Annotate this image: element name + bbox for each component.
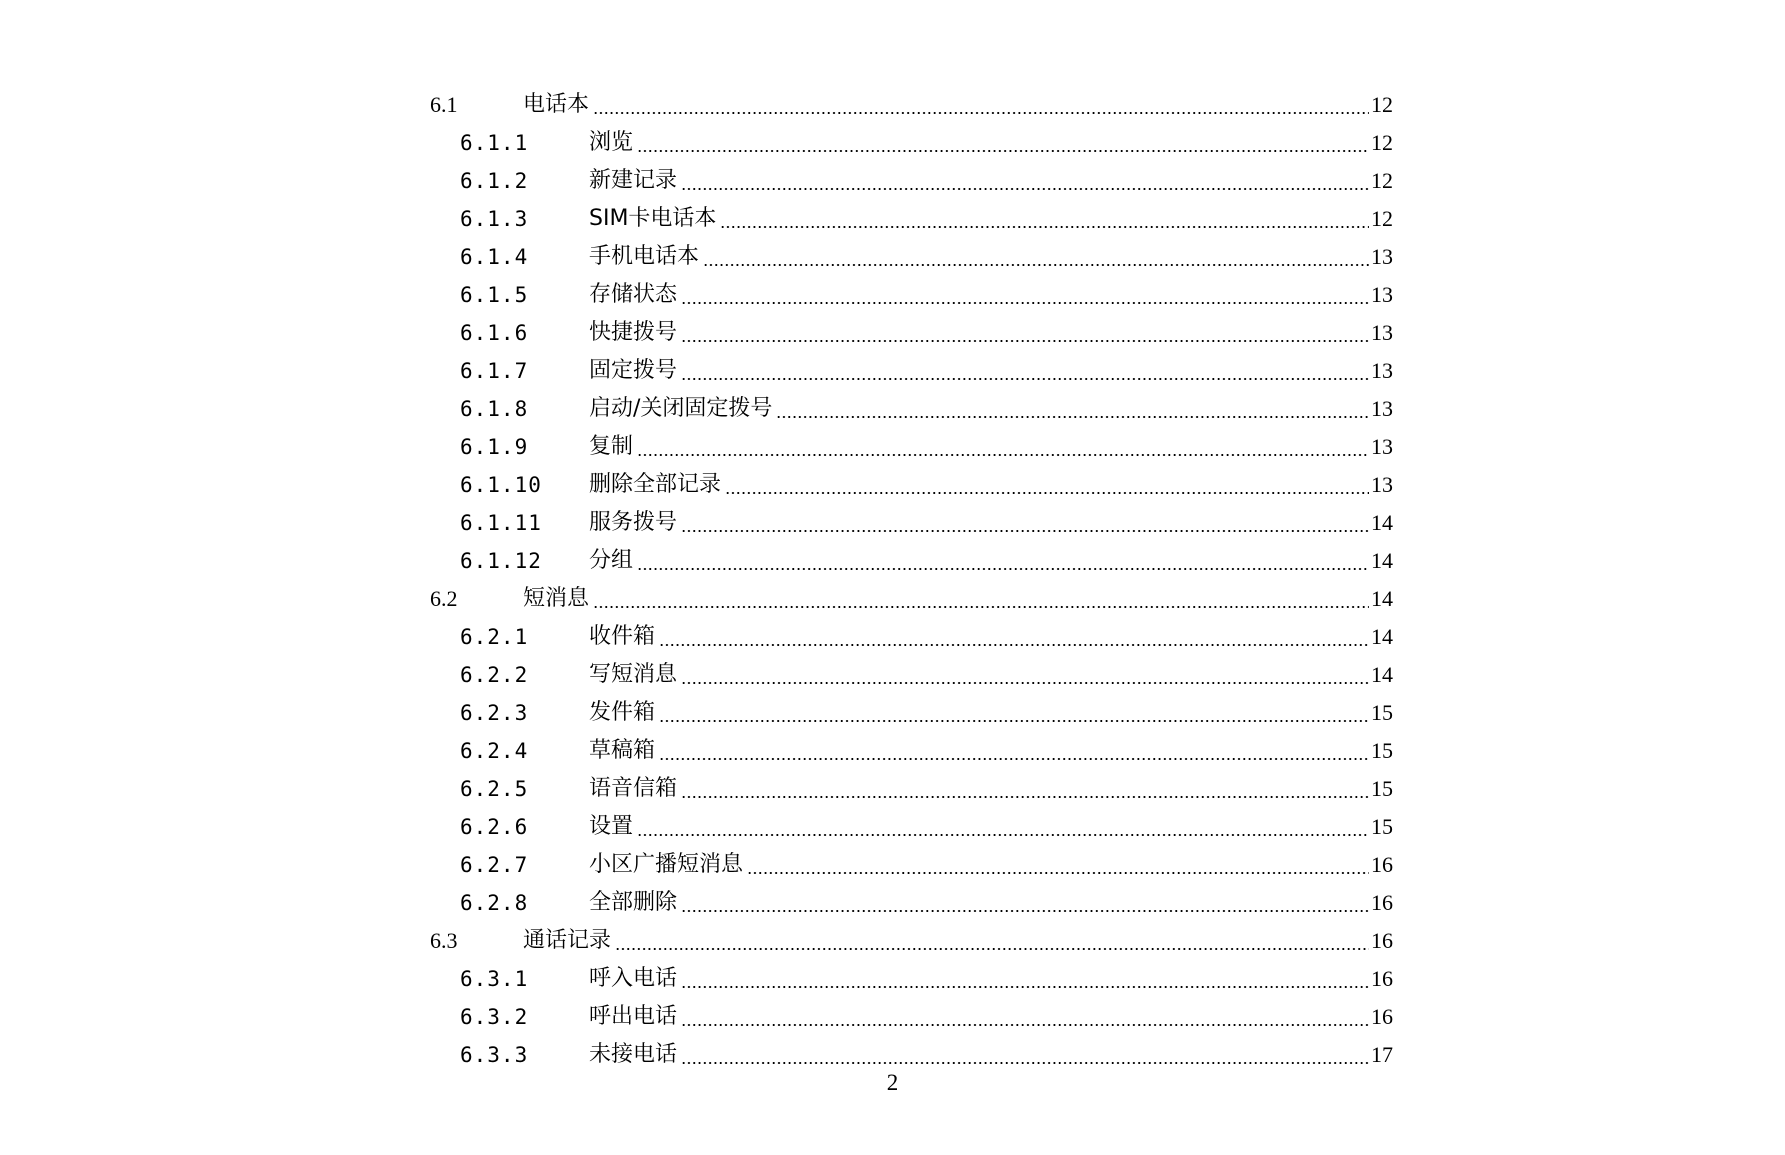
toc-entry-number: 6.2.3 [460, 701, 529, 725]
toc-subsection-entry[interactable] [430, 960, 1393, 998]
toc-dot-leader [776, 416, 1369, 418]
toc-entry-title: 设置 [589, 814, 634, 839]
toc-dot-leader [681, 1062, 1369, 1064]
toc-entry-number: 6.3.3 [460, 1043, 529, 1067]
toc-entry-title: 收件箱 [589, 624, 656, 649]
toc-subsection-entry[interactable] [430, 162, 1393, 200]
toc-entry-title: 通话记录 [523, 928, 612, 953]
toc-subsection-entry[interactable] [430, 1036, 1393, 1074]
toc-entry-number: 6.1.10 [460, 473, 542, 497]
toc-entry-page: 16 [1371, 852, 1393, 877]
toc-dot-leader [681, 796, 1369, 798]
toc-entry-number: 6.1.4 [460, 245, 529, 269]
toc-entry-page: 16 [1371, 928, 1393, 953]
toc-dot-leader [681, 530, 1369, 532]
toc-dot-leader [681, 302, 1369, 304]
toc-dot-leader [637, 834, 1369, 836]
toc-entry-number: 6.2 [430, 586, 458, 611]
toc-dot-leader [659, 720, 1369, 722]
toc-entry-title: 全部删除 [589, 890, 678, 915]
toc-entry-page: 12 [1371, 92, 1393, 117]
toc-subsection-entry[interactable] [430, 694, 1393, 732]
toc-entry-page: 13 [1371, 434, 1393, 459]
toc-subsection-entry[interactable] [430, 618, 1393, 656]
toc-entry-page: 16 [1371, 966, 1393, 991]
toc-entry-number: 6.2.2 [460, 663, 529, 687]
toc-entry-number: 6.1.2 [460, 169, 529, 193]
toc-dot-leader [681, 910, 1369, 912]
toc-subsection-entry[interactable] [430, 998, 1393, 1036]
toc-subsection-entry[interactable] [430, 466, 1393, 504]
toc-entry-title: 复制 [589, 434, 634, 459]
toc-entry-page: 12 [1371, 130, 1393, 155]
toc-entry-page: 13 [1371, 282, 1393, 307]
toc-entry-page: 13 [1371, 244, 1393, 269]
toc-entry-title: 语音信箱 [589, 776, 678, 801]
toc-entry-number: 6.2.8 [460, 891, 529, 915]
toc-section-entry[interactable] [430, 580, 1393, 618]
toc-dot-leader [615, 948, 1369, 950]
toc-dot-leader [681, 682, 1369, 684]
toc-entry-title: 存储状态 [589, 282, 678, 307]
table-of-contents [430, 86, 1393, 1074]
toc-entry-title: 分组 [589, 548, 634, 573]
toc-entry-page: 14 [1371, 510, 1393, 535]
toc-dot-leader [637, 568, 1369, 570]
toc-entry-title: 草稿箱 [589, 738, 656, 763]
toc-entry-number: 6.1.5 [460, 283, 529, 307]
toc-entry-title: 启动/关闭固定拨号 [589, 396, 773, 421]
toc-subsection-entry[interactable] [430, 314, 1393, 352]
toc-entry-number: 6.1.11 [460, 511, 542, 535]
toc-dot-leader [681, 986, 1369, 988]
toc-entry-title: 发件箱 [589, 700, 656, 725]
toc-dot-leader [637, 150, 1369, 152]
toc-subsection-entry[interactable] [430, 124, 1393, 162]
toc-entry-page: 13 [1371, 396, 1393, 421]
toc-subsection-entry[interactable] [430, 884, 1393, 922]
toc-entry-number: 6.2.1 [460, 625, 529, 649]
toc-entry-title: 写短消息 [589, 662, 678, 687]
toc-subsection-entry[interactable] [430, 200, 1393, 238]
toc-entry-number: 6.1.6 [460, 321, 529, 345]
toc-entry-number: 6.3.1 [460, 967, 529, 991]
toc-entry-number: 6.1.12 [460, 549, 542, 573]
toc-entry-number: 6.2.4 [460, 739, 529, 763]
toc-section-entry[interactable] [430, 86, 1393, 124]
toc-entry-title: 呼入电话 [589, 966, 678, 991]
toc-entry-title: 快捷拨号 [589, 320, 678, 345]
toc-subsection-entry[interactable] [430, 276, 1393, 314]
toc-entry-title: 删除全部记录 [589, 472, 722, 497]
toc-entry-title: 浏览 [589, 130, 634, 155]
toc-subsection-entry[interactable] [430, 238, 1393, 276]
toc-dot-leader [703, 264, 1369, 266]
toc-dot-leader [637, 454, 1369, 456]
toc-entry-number: 6.2.7 [460, 853, 529, 877]
toc-entry-page: 14 [1371, 548, 1393, 573]
toc-subsection-entry[interactable] [430, 504, 1393, 542]
toc-entry-title: 服务拨号 [589, 510, 678, 535]
toc-subsection-entry[interactable] [430, 808, 1393, 846]
toc-entry-page: 14 [1371, 662, 1393, 687]
toc-entry-title: 新建记录 [589, 168, 678, 193]
toc-dot-leader [593, 112, 1369, 114]
toc-subsection-entry[interactable] [430, 846, 1393, 884]
toc-dot-leader [725, 492, 1369, 494]
toc-entry-number: 6.1.1 [460, 131, 529, 155]
toc-subsection-entry[interactable] [430, 390, 1393, 428]
page-number: 2 [886, 1070, 899, 1095]
toc-subsection-entry[interactable] [430, 542, 1393, 580]
toc-dot-leader [681, 188, 1369, 190]
toc-entry-title: 固定拨号 [589, 358, 678, 383]
toc-entry-page: 13 [1371, 320, 1393, 345]
toc-subsection-entry[interactable] [430, 656, 1393, 694]
toc-entry-page: 17 [1371, 1042, 1393, 1067]
toc-subsection-entry[interactable] [430, 428, 1393, 466]
toc-entry-page: 15 [1371, 738, 1393, 763]
toc-entry-title: 呼出电话 [589, 1004, 678, 1029]
toc-entry-page: 13 [1371, 472, 1393, 497]
toc-dot-leader [659, 644, 1369, 646]
toc-entry-title: 短消息 [523, 586, 590, 611]
toc-entry-title: 未接电话 [589, 1042, 678, 1067]
toc-entry-number: 6.1.8 [460, 397, 529, 421]
toc-entry-title: SIM卡电话本 [589, 206, 717, 231]
toc-subsection-entry[interactable] [430, 352, 1393, 390]
toc-entry-page: 12 [1371, 168, 1393, 193]
toc-entry-page: 12 [1371, 206, 1393, 231]
toc-dot-leader [593, 606, 1369, 608]
toc-entry-number: 6.1.3 [460, 207, 529, 231]
toc-dot-leader [681, 340, 1369, 342]
toc-entry-number: 6.1.7 [460, 359, 529, 383]
toc-entry-page: 14 [1371, 586, 1393, 611]
toc-dot-leader [659, 758, 1369, 760]
toc-entry-number: 6.2.5 [460, 777, 529, 801]
toc-entry-title: 电话本 [523, 92, 590, 117]
toc-entry-page: 16 [1371, 1004, 1393, 1029]
toc-entry-page: 13 [1371, 358, 1393, 383]
toc-entry-page: 15 [1371, 700, 1393, 725]
toc-entry-number: 6.3 [430, 928, 458, 953]
toc-entry-number: 6.2.6 [460, 815, 529, 839]
toc-entry-title: 手机电话本 [589, 244, 700, 269]
toc-entry-number: 6.1 [430, 92, 458, 117]
toc-subsection-entry[interactable] [430, 770, 1393, 808]
toc-entry-page: 15 [1371, 776, 1393, 801]
toc-entry-title: 小区广播短消息 [589, 852, 744, 877]
toc-entry-number: 6.3.2 [460, 1005, 529, 1029]
toc-entry-number: 6.1.9 [460, 435, 529, 459]
toc-dot-leader [720, 226, 1369, 228]
toc-entry-page: 15 [1371, 814, 1393, 839]
toc-section-entry[interactable] [430, 922, 1393, 960]
toc-dot-leader [747, 872, 1369, 874]
toc-entry-page: 14 [1371, 624, 1393, 649]
toc-dot-leader [681, 378, 1369, 380]
toc-dot-leader [681, 1024, 1369, 1026]
toc-subsection-entry[interactable] [430, 732, 1393, 770]
toc-entry-page: 16 [1371, 890, 1393, 915]
